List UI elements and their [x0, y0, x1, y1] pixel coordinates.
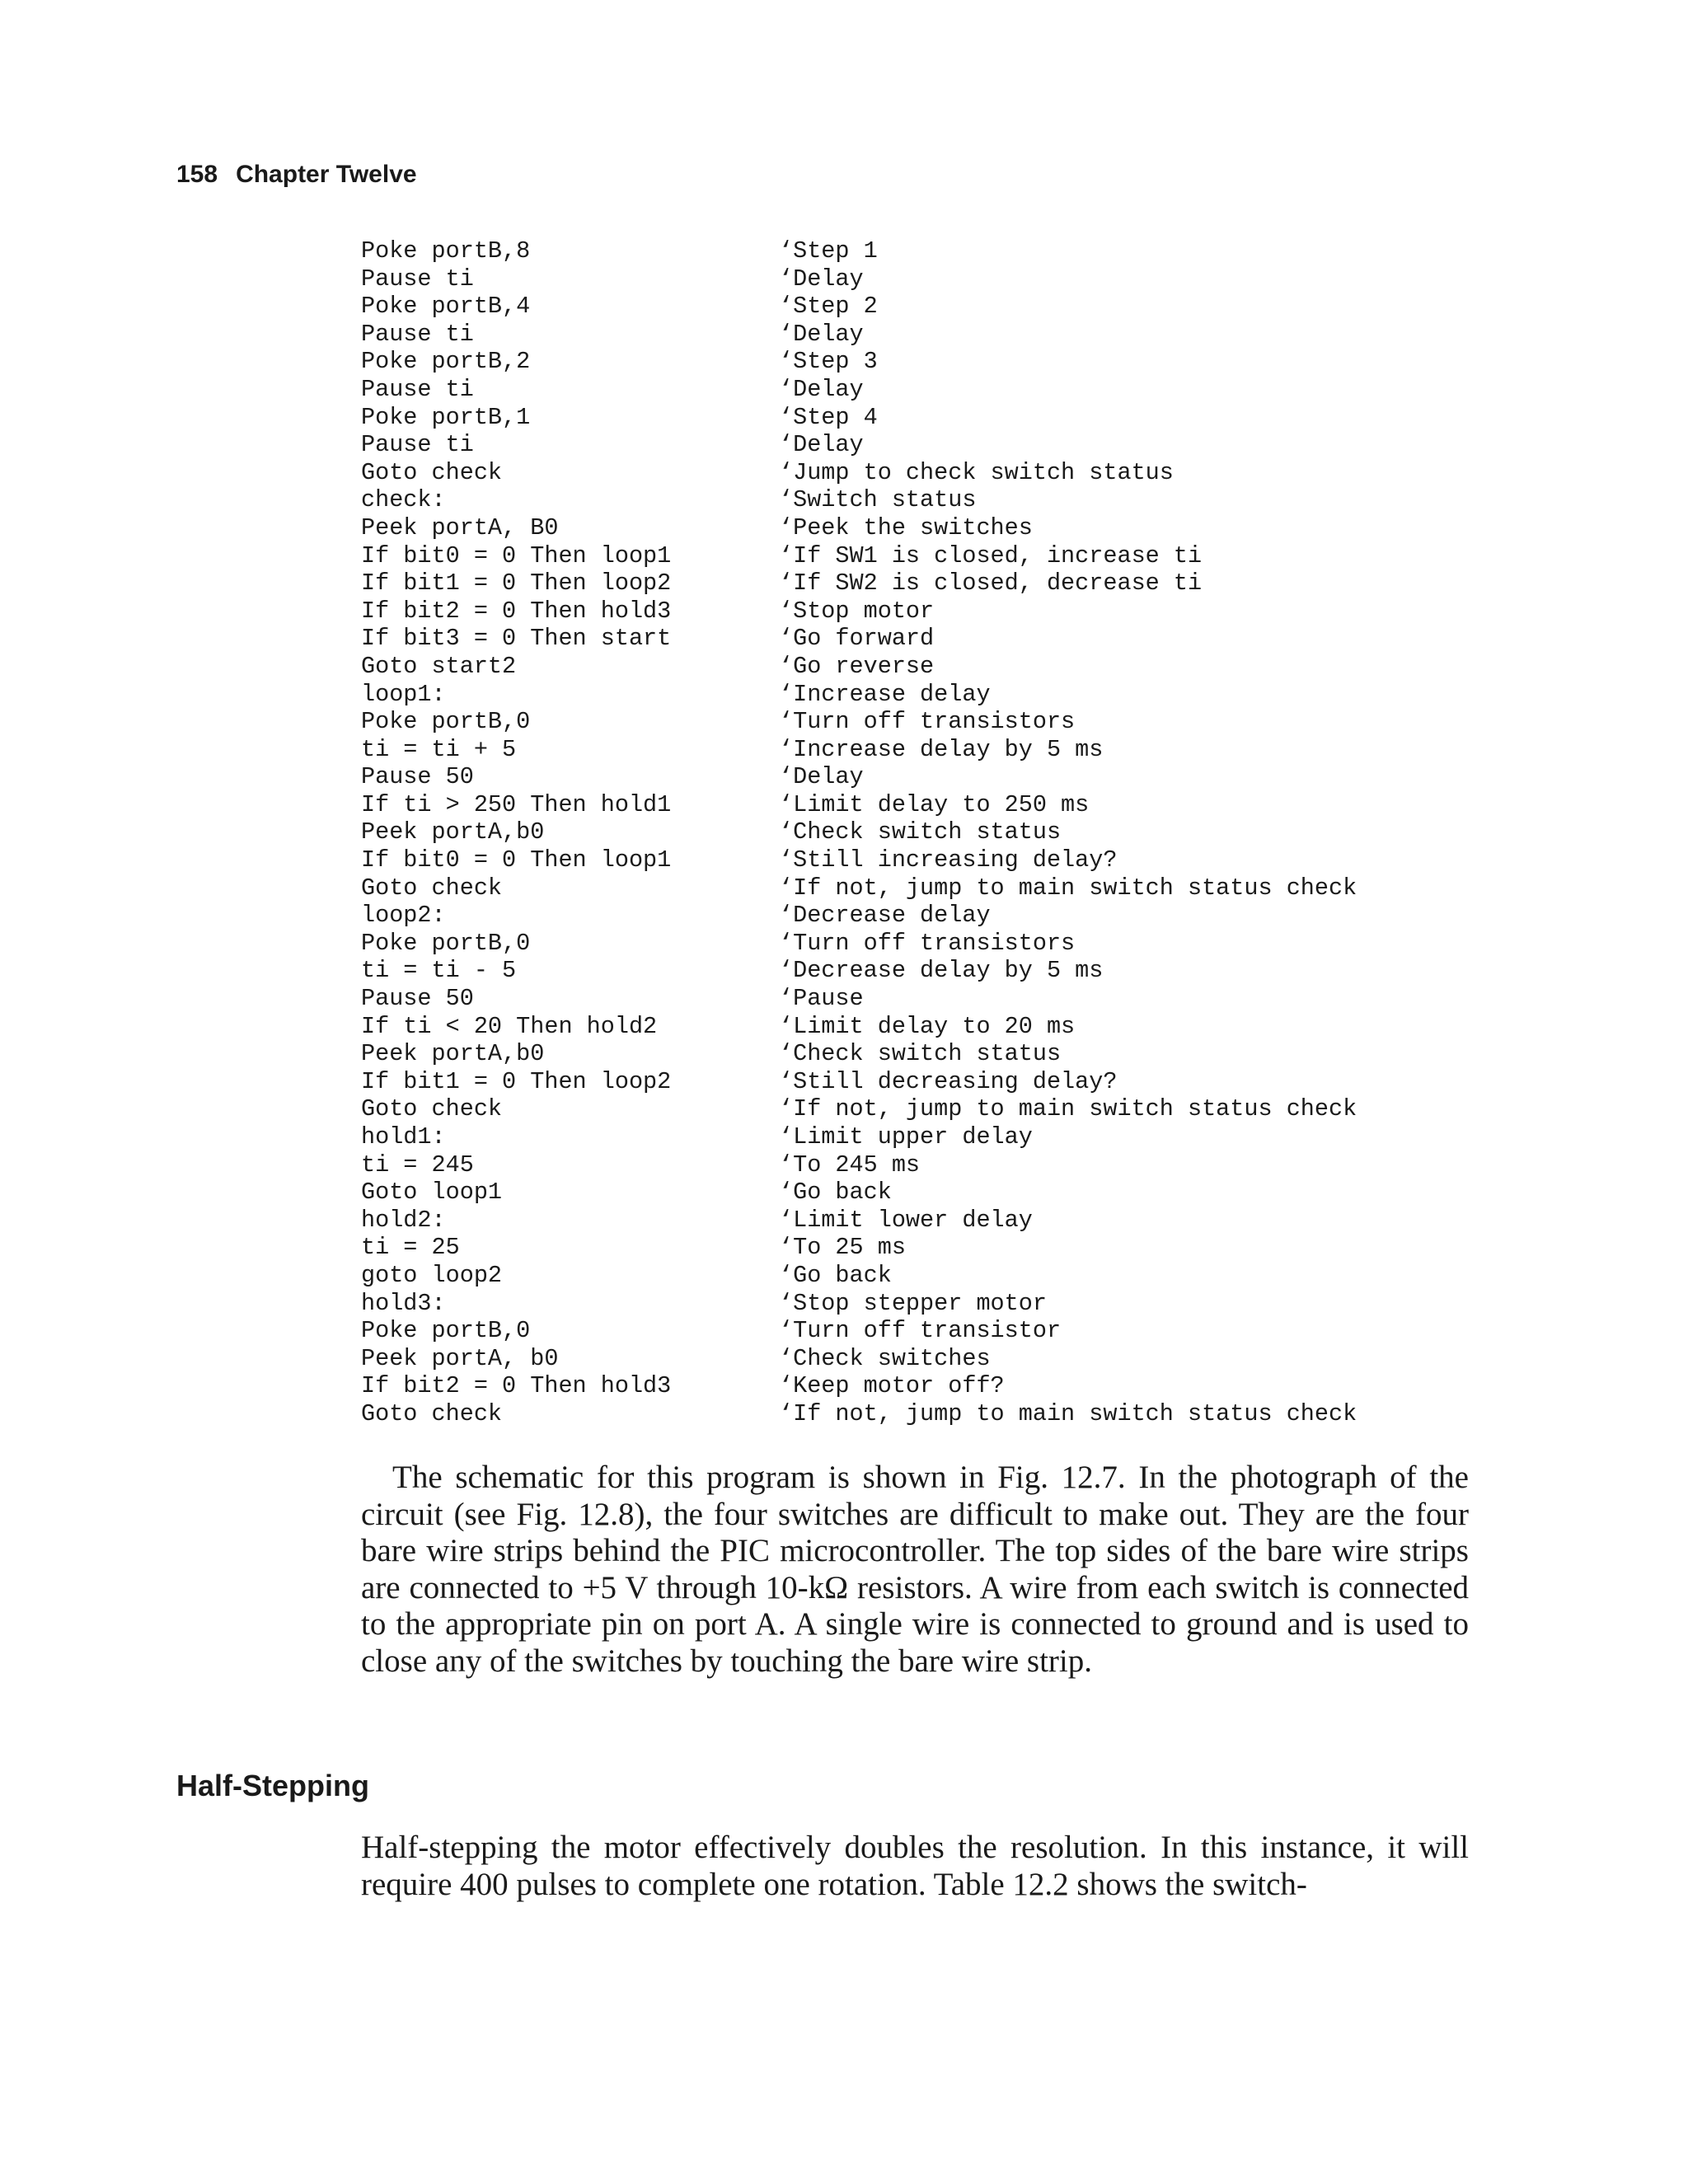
code-statement: Peek portA,b0 [361, 1040, 545, 1068]
code-comment: ‘If SW1 is closed, increase ti [779, 541, 1203, 569]
code-comment: ‘Increase delay by 5 ms [779, 735, 1104, 763]
code-comment: ‘Delay [779, 763, 864, 791]
page-number: 158 [176, 161, 218, 188]
code-line [361, 514, 1357, 542]
code-statement: Poke portB,1 [361, 403, 531, 431]
code-line [361, 376, 1357, 404]
code-statement: Pause ti [361, 375, 474, 403]
code-statement: hold1: [361, 1123, 446, 1151]
code-comment: ‘Delay [779, 265, 864, 293]
body-paragraph: Half-stepping the motor effectively doubles the resolution. In this instance, it will require 400 pulses to complete one rotation. Table 12.2 shows the switch- [361, 1830, 1469, 1902]
code-statement: If bit2 = 0 Then hold3 [361, 597, 672, 625]
code-line [361, 653, 1357, 681]
code-line [361, 237, 1357, 265]
code-statement: Goto check [361, 874, 503, 902]
running-header [176, 161, 417, 189]
code-statement: Peek portA, B0 [361, 513, 559, 541]
code-statement: Poke portB,0 [361, 929, 531, 957]
code-line [361, 1151, 1357, 1179]
code-comment: ‘Delay [779, 375, 864, 403]
code-comment: ‘Stop motor [779, 597, 935, 625]
code-line [361, 625, 1357, 653]
code-statement: Pause ti [361, 431, 474, 459]
code-comment: ‘To 245 ms [779, 1151, 921, 1179]
code-comment: ‘Still increasing delay? [779, 846, 1118, 874]
code-comment: ‘Step 4 [779, 403, 878, 431]
code-comment: ‘Keep motor off? [779, 1372, 1005, 1400]
code-statement: Goto check [361, 458, 503, 486]
code-line [361, 1372, 1357, 1400]
code-line [361, 404, 1357, 432]
code-comment: ‘Still decreasing delay? [779, 1067, 1118, 1095]
code-statement: If ti < 20 Then hold2 [361, 1012, 658, 1040]
code-statement: If bit1 = 0 Then loop2 [361, 569, 672, 598]
code-statement: Pause 50 [361, 985, 474, 1013]
code-statement: Poke portB,8 [361, 237, 531, 265]
code-line [361, 681, 1357, 709]
code-comment: ‘Check switch status [779, 1040, 1062, 1068]
code-line [361, 846, 1357, 874]
code-statement: hold2: [361, 1206, 446, 1234]
code-comment: ‘To 25 ms [779, 1234, 906, 1262]
code-statement: Poke portB,4 [361, 293, 531, 321]
code-statement: Pause ti [361, 320, 474, 348]
code-line [361, 763, 1357, 791]
code-line [361, 265, 1357, 293]
code-line [361, 1207, 1357, 1235]
code-comment: ‘Increase delay [779, 680, 991, 708]
code-statement: Peek portA, b0 [361, 1344, 559, 1372]
code-statement: Poke portB,2 [361, 348, 531, 376]
code-comment: ‘Go back [779, 1261, 892, 1289]
code-statement: If bit2 = 0 Then hold3 [361, 1372, 672, 1400]
code-line [361, 1345, 1357, 1373]
code-line [361, 1290, 1357, 1318]
code-line [361, 985, 1357, 1013]
code-statement: If bit3 = 0 Then start [361, 625, 672, 653]
code-line [361, 486, 1357, 514]
code-comment: ‘Limit delay to 250 ms [779, 790, 1090, 818]
code-line [361, 1013, 1357, 1041]
code-statement: loop2: [361, 902, 446, 930]
code-line [361, 1095, 1357, 1123]
code-line [361, 321, 1357, 349]
code-statement: Goto check [361, 1399, 503, 1427]
code-line [361, 818, 1357, 846]
code-comment: ‘Limit lower delay [779, 1206, 1033, 1234]
code-comment: ‘If not, jump to main switch status check [779, 1399, 1357, 1427]
section-heading: Half-Stepping [176, 1769, 369, 1802]
code-statement: Peek portA,b0 [361, 818, 545, 846]
code-comment: ‘Check switches [779, 1344, 991, 1372]
code-line [361, 791, 1357, 819]
code-comment: ‘Limit delay to 20 ms [779, 1012, 1076, 1040]
code-statement: Poke portB,0 [361, 1317, 531, 1345]
code-statement: loop1: [361, 680, 446, 708]
code-statement: If ti > 250 Then hold1 [361, 790, 672, 818]
code-comment: ‘Decrease delay [779, 902, 991, 930]
code-comment: ‘Step 1 [779, 237, 878, 265]
code-comment: ‘Turn off transistor [779, 1317, 1062, 1345]
code-comment: ‘Peek the switches [779, 513, 1033, 541]
code-comment: ‘If not, jump to main switch status check [779, 874, 1357, 902]
code-statement: ti = 245 [361, 1151, 474, 1179]
code-line [361, 874, 1357, 902]
code-comment: ‘Delay [779, 431, 864, 459]
code-comment: ‘Go forward [779, 625, 935, 653]
code-comment: ‘Delay [779, 320, 864, 348]
body-paragraph: The schematic for this program is shown in Fig. 12.7. In the photograph of the circuit (see Fig. 12.8), the four switches are difficult to make out. They are the four bare wire strips behind the PIC microcontroller. The top sides of the bare wire strips are connected to +5 V through 10-kΩ resistors. A wire from each switch is connected to the appropriate pin on port A. A single wire is connected to ground and is used to close any of the switches by touching the bare wire strip. [361, 1460, 1469, 1679]
code-line [361, 736, 1357, 764]
code-comment: ‘Pause [779, 985, 864, 1013]
code-statement: ti = 25 [361, 1234, 460, 1262]
code-comment: ‘Jump to check switch status [779, 458, 1174, 486]
code-statement: If bit0 = 0 Then loop1 [361, 541, 672, 569]
code-statement: If bit1 = 0 Then loop2 [361, 1067, 672, 1095]
code-comment: ‘Decrease delay by 5 ms [779, 957, 1104, 985]
code-line [361, 1262, 1357, 1290]
code-comment: ‘Check switch status [779, 818, 1062, 846]
code-line [361, 957, 1357, 985]
code-statement: Goto start2 [361, 652, 517, 680]
code-comment: ‘If not, jump to main switch status check [779, 1095, 1357, 1123]
code-comment: ‘Turn off transistors [779, 708, 1076, 736]
code-line [361, 1317, 1357, 1345]
code-line [361, 569, 1357, 598]
code-line [361, 708, 1357, 736]
code-statement: Pause 50 [361, 763, 474, 791]
code-line [361, 1068, 1357, 1096]
chapter-title: Chapter Twelve [236, 161, 417, 188]
code-comment: ‘Step 2 [779, 293, 878, 321]
code-line [361, 930, 1357, 958]
code-line [361, 598, 1357, 626]
code-line [361, 902, 1357, 930]
code-comment: ‘Step 3 [779, 348, 878, 376]
code-statement: ti = ti - 5 [361, 957, 517, 985]
code-line [361, 348, 1357, 376]
code-line [361, 542, 1357, 570]
code-statement: ti = ti + 5 [361, 735, 517, 763]
code-line [361, 459, 1357, 487]
code-statement: Goto loop1 [361, 1179, 503, 1207]
code-comment: ‘Turn off transistors [779, 929, 1076, 957]
code-comment: ‘Stop stepper motor [779, 1289, 1047, 1317]
code-line [361, 1234, 1357, 1262]
code-line [361, 1040, 1357, 1068]
code-statement: goto loop2 [361, 1261, 503, 1289]
code-statement: Poke portB,0 [361, 708, 531, 736]
code-line [361, 1400, 1357, 1428]
code-line [361, 431, 1357, 459]
code-comment: ‘Go back [779, 1179, 892, 1207]
code-statement: Pause ti [361, 265, 474, 293]
code-comment: ‘Limit upper delay [779, 1123, 1033, 1151]
code-statement: hold3: [361, 1289, 446, 1317]
code-line [361, 1179, 1357, 1207]
code-comment: ‘Go reverse [779, 652, 935, 680]
code-statement: If bit0 = 0 Then loop1 [361, 846, 672, 874]
code-line [361, 293, 1357, 321]
code-comment: ‘If SW2 is closed, decrease ti [779, 569, 1203, 598]
code-line [361, 1123, 1357, 1151]
code-statement: Goto check [361, 1095, 503, 1123]
code-statement: check: [361, 486, 446, 514]
code-listing [361, 237, 1357, 1428]
code-comment: ‘Switch status [779, 486, 977, 514]
